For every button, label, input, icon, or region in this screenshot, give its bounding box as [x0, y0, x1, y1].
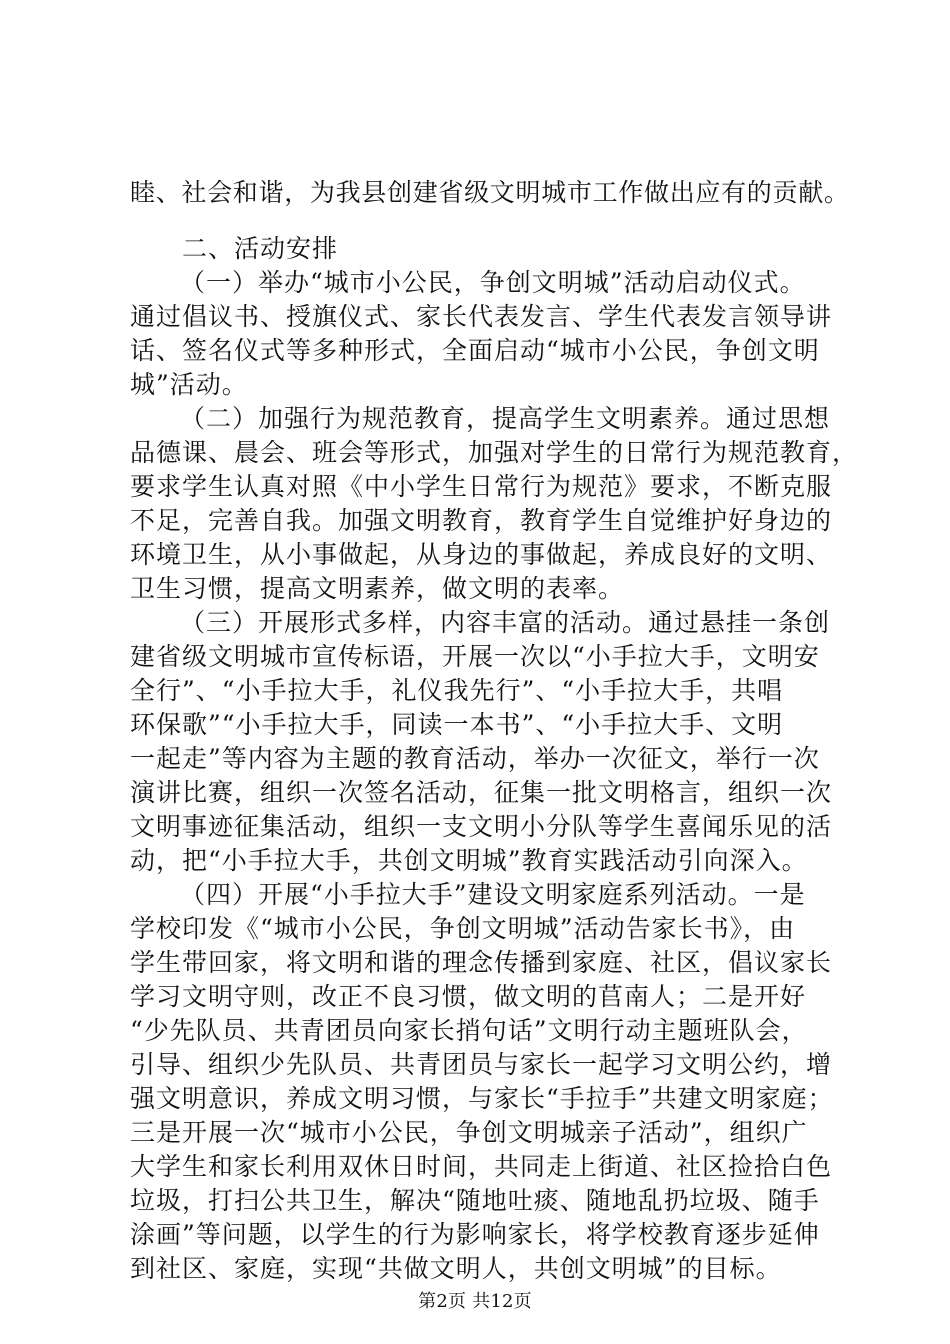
paragraph-line-19: 动，把“小手拉大手，共创文明城”教育实践活动引向深入。	[130, 846, 808, 875]
paragraph-line-10: 环境卫生，从小事做起，从身边的事做起，养成良好的文明、	[130, 540, 833, 569]
paragraph-line-4: 话、签名仪式等多种形式，全面启动“城市小公民，争创文明	[130, 336, 820, 365]
paragraph-line-24: “少先队员、共青团员向家长捎句话”文明行动主题班队会，	[130, 1016, 808, 1045]
paragraph-line-1: 睦、社会和谐，为我县创建省级文明城市工作做出应有的贡献。	[130, 178, 850, 207]
paragraph-line-7: 品德课、晨会、班会等形式，加强对学生的日常行为规范教育，	[130, 438, 859, 467]
paragraph-line-26: 强文明意识，养成文明习惯，与家长“手拉手”共建文明家庭；	[130, 1084, 834, 1113]
section-heading: 二、活动安排	[182, 234, 339, 263]
paragraph-line-20: （四）开展“小手拉大手”建设文明家庭系列活动。一是	[180, 880, 806, 909]
paragraph-line-12: （三）开展形式多样，内容丰富的活动。通过悬挂一条创	[180, 608, 831, 637]
paragraph-line-31: 到社区、家庭，实现“共做文明人，共创文明城”的目标。	[130, 1254, 782, 1283]
paragraph-line-22: 学生带回家，将文明和谐的理念传播到家庭、社区，倡议家长	[130, 948, 833, 977]
paragraph-line-2: （一）举办“城市小公民，争创文明城”活动启动仪式。	[180, 268, 806, 297]
paragraph-line-16: 一起走”等内容为主题的教育活动，举办一次征文，举行一次	[130, 744, 820, 773]
paragraph-line-28: 大学生和家长利用双休日时间，共同走上街道、社区捡拾白色	[130, 1152, 833, 1181]
paragraph-line-14: 全行”、“小手拉大手，礼仪我先行”、“小手拉大手，共唱	[130, 676, 784, 705]
paragraph-line-30: 涂画”等问题，以学生的行为影响家长，将学校教育逐步延伸	[130, 1220, 820, 1249]
paragraph-line-6: （二）加强行为规范教育，提高学生文明素养。通过思想	[180, 404, 831, 433]
paragraph-line-17: 演讲比赛，组织一次签名活动，征集一批文明格言，组织一次	[130, 778, 833, 807]
paragraph-line-27: 三是开展一次“城市小公民，争创文明城亲子活动”，组织广	[130, 1118, 808, 1147]
paragraph-line-25: 引导、组织少先队员、共青团员与家长一起学习文明公约，增	[130, 1050, 833, 1079]
paragraph-line-11: 卫生习惯，提高文明素养，做文明的表率。	[130, 574, 625, 603]
page-footer: 第2页 共12页	[418, 1291, 532, 1312]
paragraph-line-15: 环保歌”“小手拉大手，同读一本书”、“小手拉大手、文明	[130, 710, 784, 739]
paragraph-line-18: 文明事迹征集活动，组织一支文明小分队等学生喜闻乐见的活	[130, 812, 833, 841]
paragraph-line-9: 不足，完善自我。加强文明教育，教育学生自觉维护好身边的	[130, 506, 833, 535]
paragraph-line-3: 通过倡议书、授旗仪式、家长代表发言、学生代表发言领导讲	[130, 302, 833, 331]
paragraph-line-5: 城”活动。	[130, 370, 248, 399]
paragraph-line-21: 学校印发《“城市小公民，争创文明城”活动告家长书》，由	[130, 914, 796, 943]
paragraph-line-8: 要求学生认真对照《中小学生日常行为规范》要求，不断克服	[130, 472, 833, 501]
paragraph-line-13: 建省级文明城市宣传标语，开展一次以“小手拉大手，文明安	[130, 642, 820, 671]
paragraph-line-23: 学习文明守则，改正不良习惯，做文明的苢南人；二是开好	[130, 982, 807, 1011]
paragraph-line-29: 垃圾，打扫公共卫生，解决“随地吐痰、随地乱扔垃圾、随手	[130, 1186, 820, 1215]
